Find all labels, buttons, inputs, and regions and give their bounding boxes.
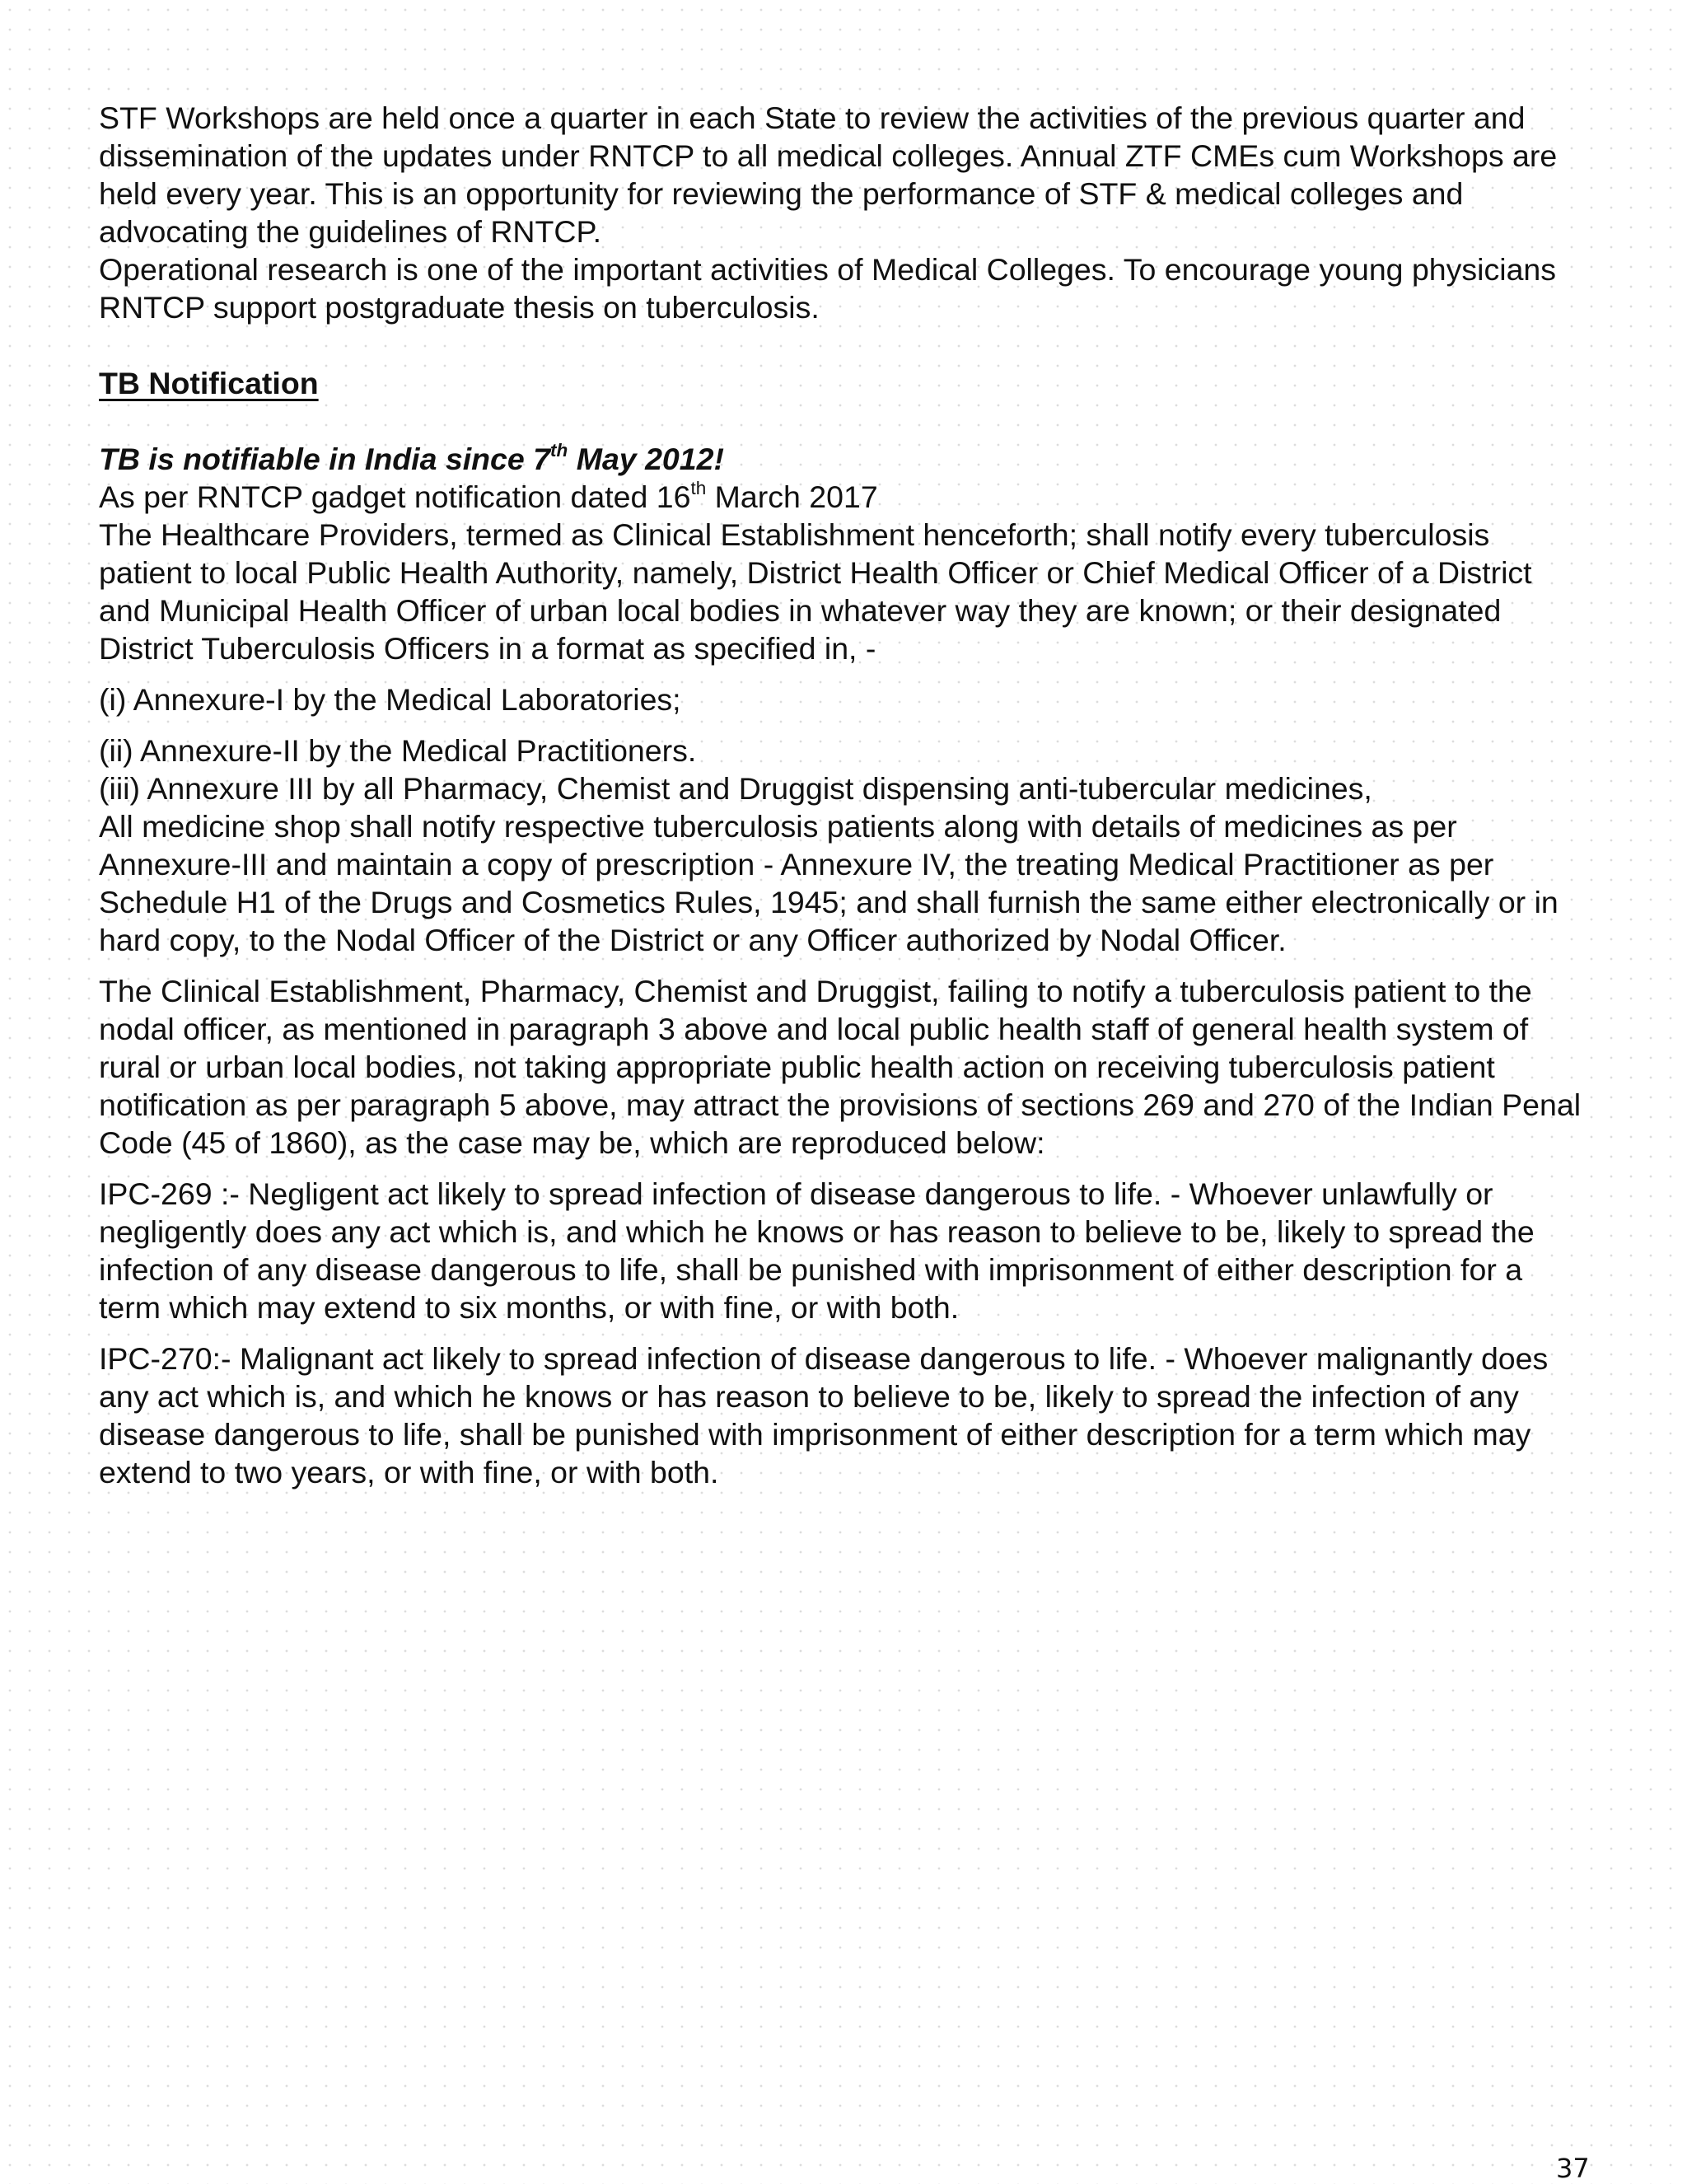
gazette-superscript: th	[690, 478, 707, 499]
ipc-269-paragraph: IPC-269 :- Negligent act likely to spread infection of disease dangerous to life. - Whoever unlawfully or negligently does any act which is, and which he knows or has reason to believe to be, likely to spread the infection of any disease dangerous to life, shall be punished with imprisonment of either description for a term which may extend to six months, or with fine, or with both.	[99, 1176, 1535, 1325]
subheading-text-start: TB is notifiable in India since 7	[99, 442, 551, 476]
section-heading: TB Notification	[99, 366, 319, 400]
intro-paragraph-stf-workshops: STF Workshops are held once a quarter in each State to review the activities of the previous quarter and dissemination of the updates under RNTCP to all medical colleges. Annual ZTF CMEs cum Workshops are held every year. This is an opportunity for reviewing the performance of STF & medical colleges and advocating the guidelines of RNTCP.	[99, 101, 1558, 249]
document-body	[99, 99, 1590, 1491]
subheading-text-end: May 2012!	[568, 442, 724, 476]
intro-paragraph-operational-research: Operational research is one of the important activities of Medical Colleges. To encourage young physicians RNTCP support postgraduate thesis on tuberculosis.	[99, 252, 1557, 325]
gazette-text-end: March 2017	[706, 479, 878, 514]
annexure-item-3: (iii) Annexure III by all Pharmacy, Chemist and Druggist dispensing anti-tubercular medicines,	[99, 771, 1372, 806]
providers-paragraph: The Healthcare Providers, termed as Clinical Establishment henceforth; shall notify every tuberculosis patient to local Public Health Authority, namely, District Health Officer or Chief Medical Officer of a District and Municipal Health Officer of urban local bodies in whatever way they are known; or their designated District Tuberculosis Officers in a format as specified in, -	[99, 517, 1532, 666]
ipc-270-paragraph: IPC-270:- Malignant act likely to spread infection of disease dangerous to life. - Whoever malignantly does any act which is, and which he knows or has reason to believe to be, likely to spread the infection of any disease dangerous to life, shall be punished with imprisonment of either description for a term which may extend to two years, or with fine, or with both.	[99, 1341, 1549, 1490]
gazette-notification-line	[99, 478, 1590, 516]
medicine-shop-paragraph: All medicine shop shall notify respective tuberculosis patients along with details of medicines as per Annexure-III and maintain a copy of prescription - Annexure IV, the treating Medical Practitioner as per Schedule H1 of the Drugs and Cosmetics Rules, 1945; and shall furnish the same either electronically or in hard copy, to the Nodal Officer of the District or any Officer authorized by Nodal Officer.	[99, 809, 1558, 957]
penalty-paragraph: The Clinical Establishment, Pharmacy, Chemist and Druggist, failing to notify a tuberculosis patient to the nodal officer, as mentioned in paragraph 3 above and local public health staff of general health system of rural or urban local bodies, not taking appropriate public health action on receiving tuberculosis patient notification as per paragraph 5 above, may attract the provisions of sections 269 and 270 of the Indian Penal Code (45 of 1860), as the case may be, which are reproduced below:	[99, 974, 1582, 1160]
notifiable-subheading	[99, 440, 1590, 478]
page-number: 37	[1556, 2153, 1590, 2184]
annexure-item-2: (ii) Annexure-II by the Medical Practitioners.	[99, 733, 697, 768]
gazette-text-start: As per RNTCP gadget notification dated 16	[99, 479, 691, 514]
annexure-item-1: (i) Annexure-I by the Medical Laboratories;	[99, 682, 681, 717]
subheading-superscript: th	[550, 440, 568, 461]
